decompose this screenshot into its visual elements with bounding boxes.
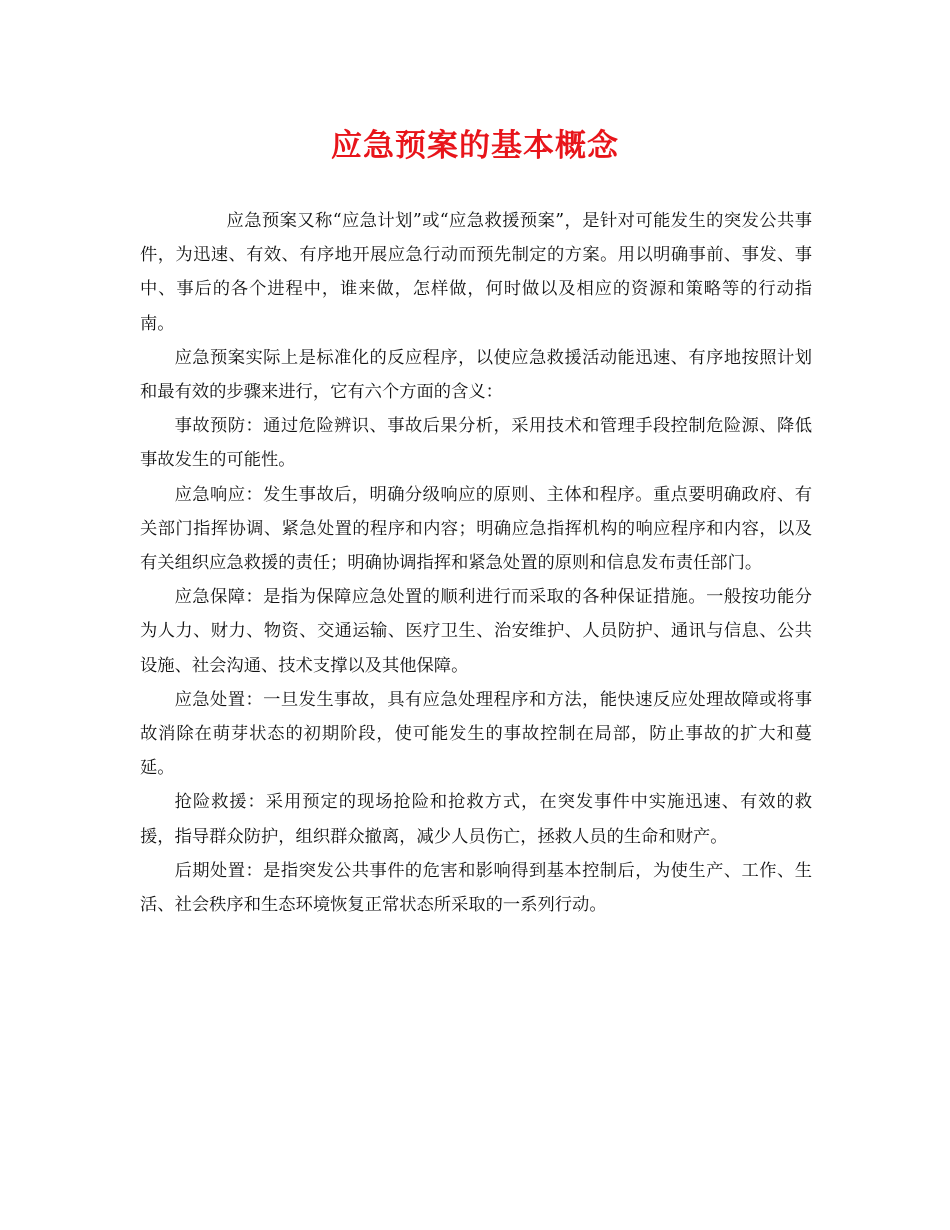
paragraph-emergency-support: 应急保障：是指为保障应急处置的顺利进行而采取的各种保证措施。一般按功能分为人力、财力、物资、交通运输、医疗卫生、治安维护、人员防护、通讯与信息、公共设施、社会沟通、技术支撑以及其他保障。 xyxy=(140,587,812,676)
paragraph-post-handling: 后期处置：是指突发公共事件的危害和影响得到基本控制后，为使生产、工作、生活、社会秩序和生态环境恢复正常状态所采取的一系列行动。 xyxy=(140,860,812,916)
paragraph-definition: 应急预案又称“应急计划”或“应急救援预案”，是针对可能发生的突发公共事件，为迅速、有效、有序地开展应急行动而预先制定的方案。用以明确事前、事发、事中、事后的各个进程中，谁来做，怎样做，何时做以及相应的资源和策略等的行动指南。 xyxy=(140,211,812,334)
paragraph-emergency-handling: 应急处置：一旦发生事故，具有应急处理程序和方法，能快速反应处理故障或将事故消除在萌芽状态的初期阶段，使可能发生的事故控制在局部，防止事故的扩大和蔓延。 xyxy=(140,689,812,779)
paragraph-rescue: 抢险救援：采用预定的现场抢险和抢救方式，在突发事件中实施迅速、有效的救援，指导群众防护，组织群众撤离，减少人员伤亡，拯救人员的生命和财产。 xyxy=(140,792,812,847)
paragraph-accident-prevention: 事故预防：通过危险辨识、事故后果分析，采用技术和管理手段控制危险源、降低事故发生的可能性。 xyxy=(140,416,812,471)
paragraph-overview: 应急预案实际上是标准化的反应程序，以使应急救援活动能迅速、有序地按照计划和最有效的步骤来进行，它有六个方面的含义： xyxy=(140,347,812,403)
paragraph-emergency-response: 应急响应：发生事故后，明确分级响应的原则、主体和程序。重点要明确政府、有关部门指挥协调、紧急处置的程序和内容；明确应急指挥机构的响应程序和内容，以及有关组织应急救援的责任；明确协调指挥和紧急处置的原则和信息发布责任部门。 xyxy=(140,484,812,574)
document-title: 应急预案的基本概念 xyxy=(331,128,619,164)
document-body xyxy=(140,204,812,922)
